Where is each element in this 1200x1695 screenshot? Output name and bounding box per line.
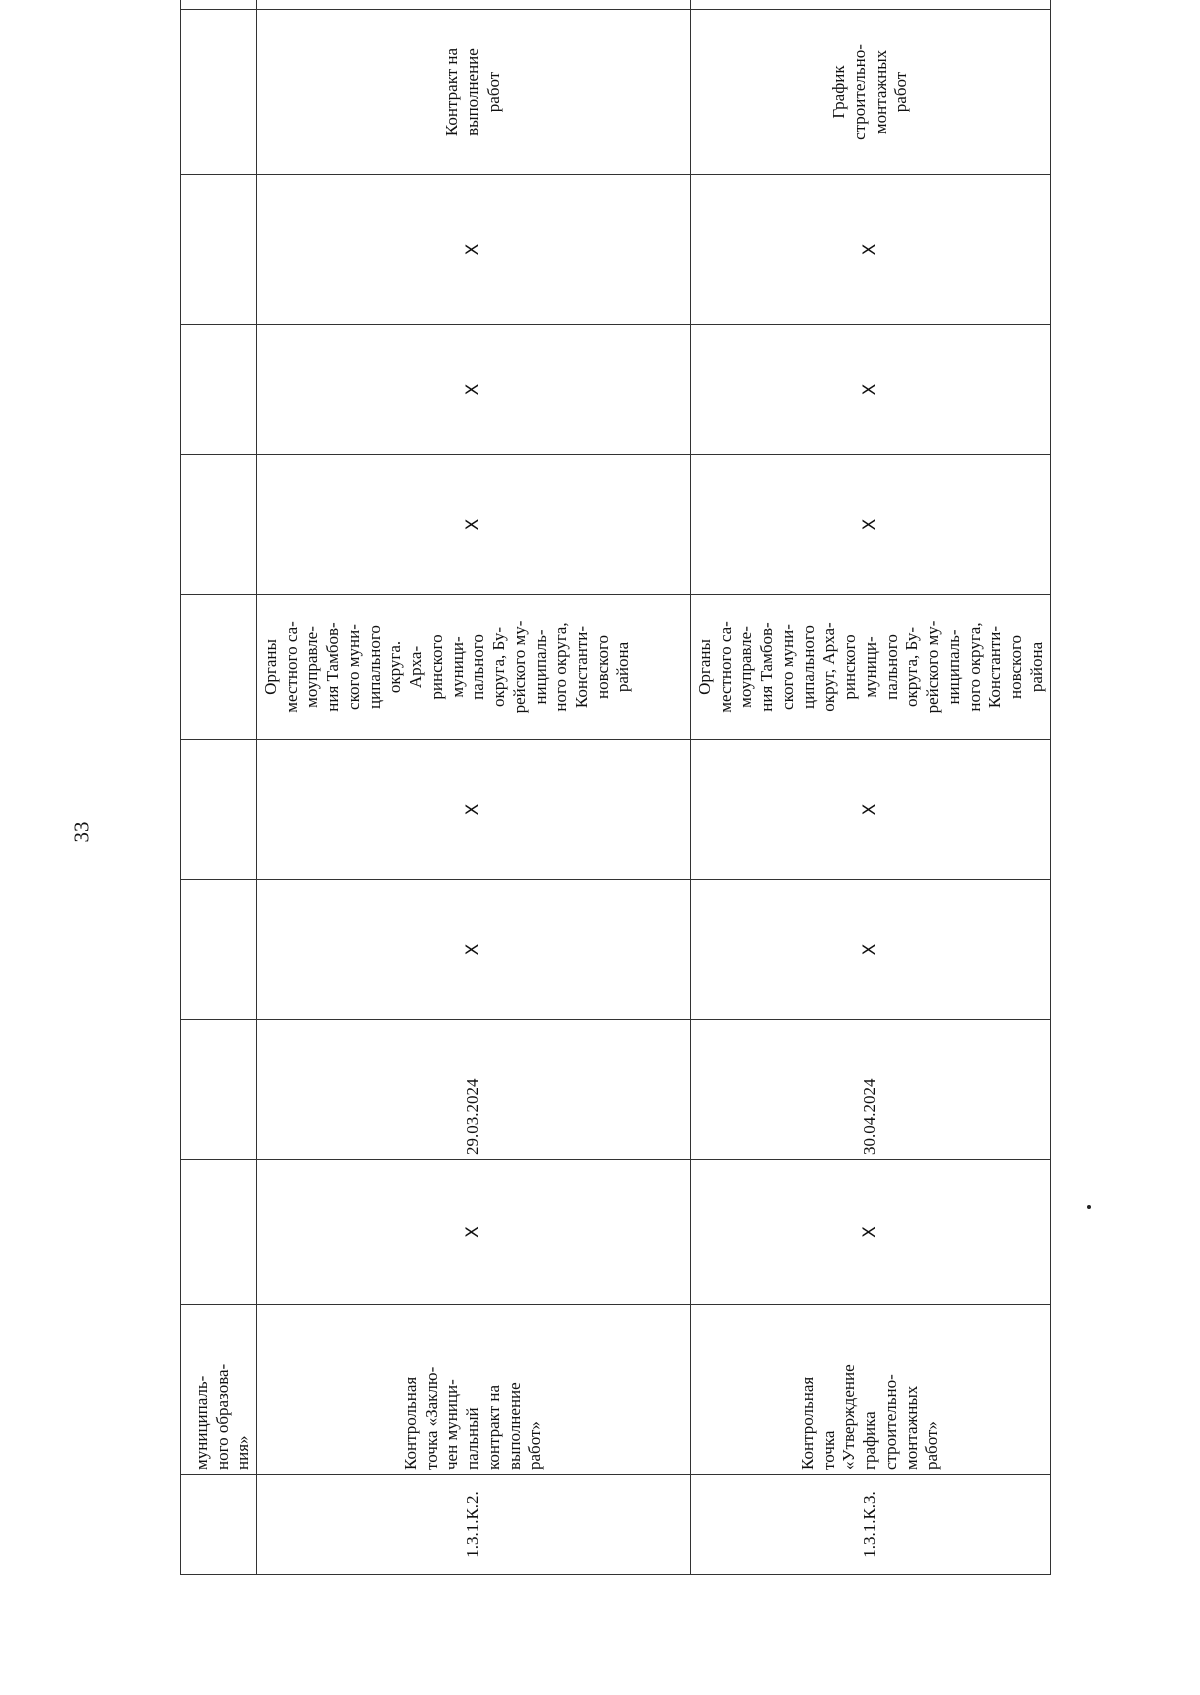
cell-responsible: Органы местного са- моуправле- ния Тамбов- ского муни- ципального округ, Арха- ринского муници- пального округа, Бу- рейского му- ниципаль- ного округа, Константи- новского района [691,595,1051,740]
table-row-continued [181,0,257,1575]
cell-start [181,1160,257,1305]
cell-system [181,175,257,325]
cell-name: Контрольная точка «Заклю- чен муници- пальный контракт на выполнение работ» [257,1305,691,1475]
cell-end: 30.04.2024 [691,1020,1051,1160]
cell-result: Контракт на выполнение работ [257,10,691,175]
cell-start: X [691,1160,1051,1305]
cell-result [181,10,257,175]
cell-type: X [257,455,691,595]
cell-link-prev [181,880,257,1020]
plan-table [180,0,1051,1575]
cell-extra [257,0,691,10]
cell-name: муниципаль- ного образова- ния» [181,1305,257,1475]
cell-num [181,1475,257,1575]
cell-system: X [691,175,1051,325]
page-number: 33 [69,821,94,843]
cell-level: X [691,325,1051,455]
cell-link-next: X [257,740,691,880]
cell-link-next: X [691,740,1051,880]
cell-num: 1.3.1.К.2. [257,1475,691,1575]
table-row [257,0,691,1575]
landscape-page [180,44,1050,1575]
cell-responsible [181,595,257,740]
cell-end [181,1020,257,1160]
scan-speck [1087,1205,1091,1209]
cell-start: X [257,1160,691,1305]
table-row [691,0,1051,1575]
cell-name: Контрольная точка «Утверждение графика строительно- монтажных работ» [691,1305,1051,1475]
cell-end: 29.03.2024 [257,1020,691,1160]
cell-link-prev: X [691,880,1051,1020]
cell-num: 1.3.1.К.3. [691,1475,1051,1575]
cell-extra [181,0,257,10]
cell-type [181,455,257,595]
cell-type: X [691,455,1051,595]
cell-result: График строительно- монтажных работ [691,10,1051,175]
cell-system: X [257,175,691,325]
cell-responsible: Органы местного са- моуправле- ния Тамбов- ского муни- ципального округа. Арха- ринского муници- пального округа, Бу- рейского му- ниципаль- ного округа, Константи- новского района [257,595,691,740]
cell-link-prev: X [257,880,691,1020]
rotated-table-area [180,44,1050,1575]
cell-link-next [181,740,257,880]
cell-level: X [257,325,691,455]
cell-level [181,325,257,455]
cell-extra [691,0,1051,10]
